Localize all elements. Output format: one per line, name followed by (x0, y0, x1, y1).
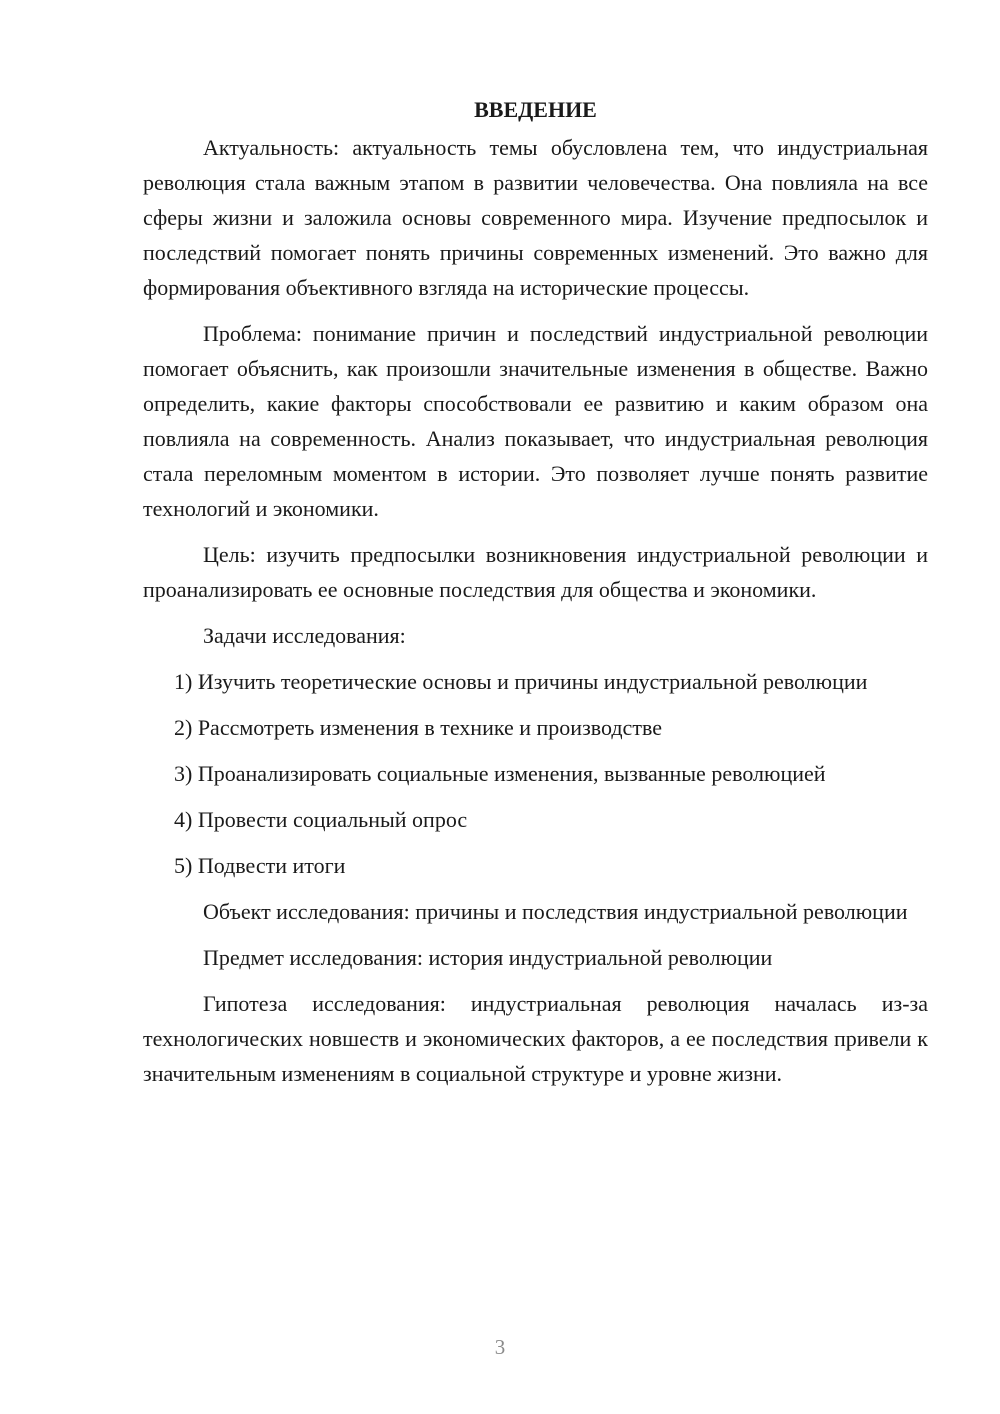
page-title: ВВЕДЕНИЕ (474, 97, 597, 122)
task-item-4: 4) Провести социальный опрос (174, 807, 468, 832)
goal-paragraph: Цель: изучить предпосылки возникновения индустриальной революции и проанализировать ее основные последствия для общества и экономики. (143, 542, 928, 602)
task-item-2: 2) Рассмотреть изменения в технике и производстве (174, 715, 662, 740)
subject-paragraph: Предмет исследования: история индустриальной революции (203, 945, 773, 970)
problem-paragraph: Проблема: понимание причин и последствий индустриальной революции помогает объяснить, как произошли значительные изменения в обществе. Важно определить, какие факторы способствовали ее развитию и каким образом она повлияла на современность. Анализ показывает, что индустриальная революция стала переломным моментом в истории. Это позволяет лучше понять развитие технологий и экономики. (143, 321, 928, 521)
tasks-heading: Задачи исследования: (203, 623, 406, 648)
page-number: 3 (494, 1335, 506, 1359)
task-item-1: 1) Изучить теоретические основы и причины индустриальной революции (174, 669, 868, 694)
hypothesis-paragraph: Гипотеза исследования: индустриальная революция началась из-за технологических новшеств и экономических факторов, а ее последствия привели к значительным изменениям в социальной структуре и уровне жизни. (143, 991, 928, 1086)
relevance-paragraph: Актуальность: актуальность темы обусловлена тем, что индустриальная революция стала важным этапом в развитии человечества. Она повлияла на все сферы жизни и заложила основы современного мира. Изучение предпосылок и последствий помогает понять причины современных изменений. Это важно для формирования объективного взгляда на исторические процессы. (143, 135, 928, 300)
task-item-5: 5) Подвести итоги (174, 853, 346, 878)
task-item-3: 3) Проанализировать социальные изменения, вызванные революцией (174, 761, 826, 786)
document-page (143, 92, 928, 1091)
object-paragraph: Объект исследования: причины и последствия индустриальной революции (203, 899, 908, 924)
